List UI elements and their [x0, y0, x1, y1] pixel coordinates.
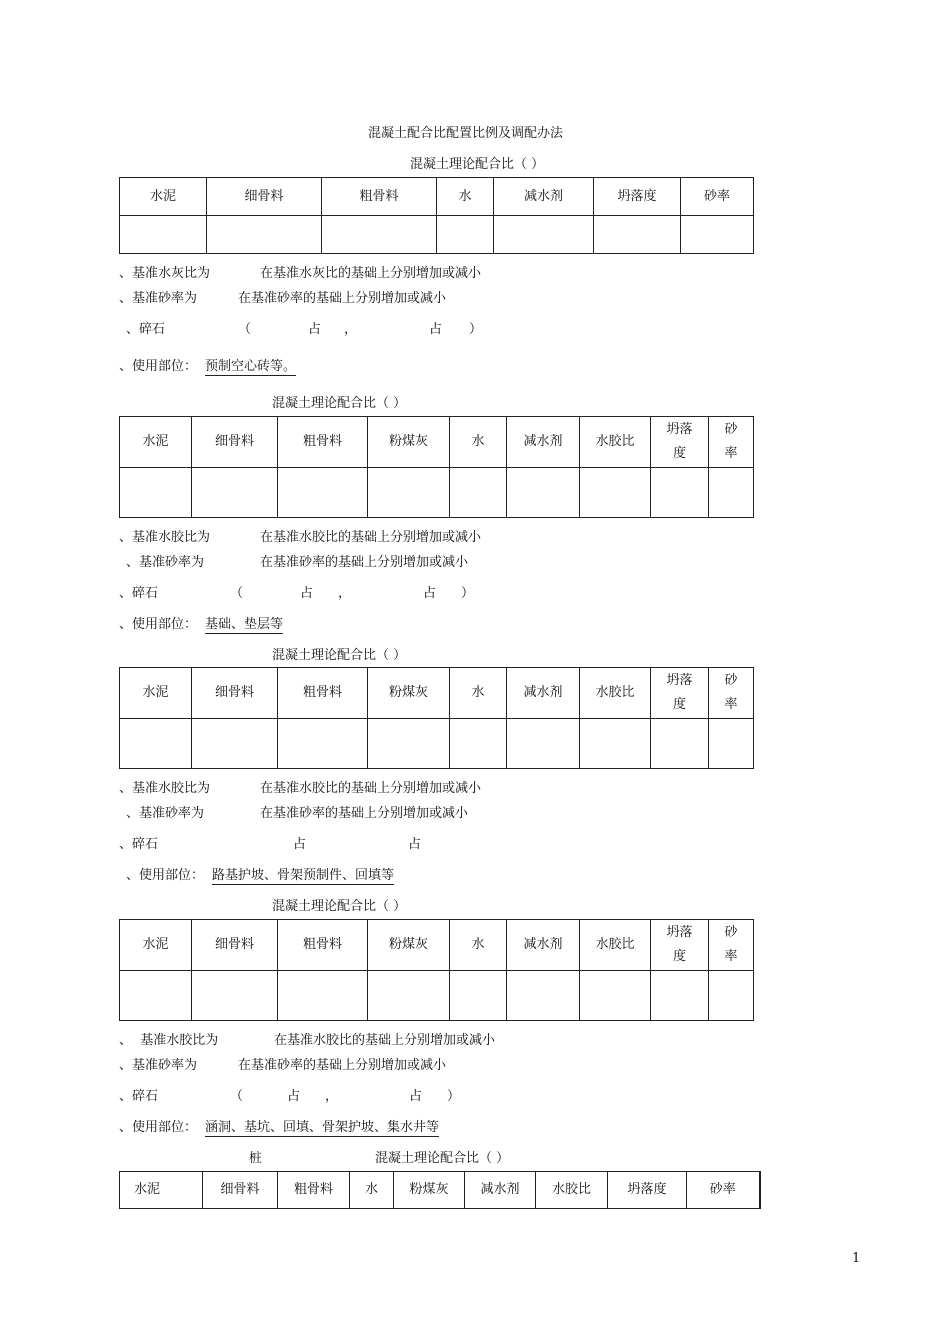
close-paren: ）	[469, 322, 483, 337]
section-4-table	[119, 919, 754, 1021]
empty-cell	[322, 216, 437, 254]
section-1-heading: 混凝土理论配合比（ ）	[410, 157, 545, 172]
header-cell: 细骨料	[192, 417, 278, 468]
header-cell: 水	[450, 417, 507, 468]
header-cell: 坍落度	[651, 668, 709, 719]
usage-label: 、使用部位：	[119, 359, 198, 374]
header-cell: 减水剂	[507, 668, 580, 719]
table-header-row	[120, 920, 754, 971]
sand-ratio-note: 在基准砂率的基础上分别增加或减小	[260, 806, 469, 821]
section-2-table	[119, 416, 754, 518]
empty-cell	[507, 719, 580, 769]
empty-cell	[368, 971, 450, 1021]
usage-label: 、使用部位：	[119, 1120, 198, 1135]
usage-value	[205, 355, 296, 374]
header-cell: 粉煤灰	[368, 417, 450, 468]
header-cell: 水泥	[120, 178, 207, 216]
table-header-row	[120, 178, 754, 216]
document-title: 混凝土配合比配置比例及调配办法	[368, 126, 564, 141]
header-cell: 减水剂	[507, 417, 580, 468]
pile-label: 桩	[249, 1151, 263, 1166]
empty-cell	[192, 719, 278, 769]
usage-text: 路基护坡、骨架预制件、回填等	[212, 868, 395, 883]
header-cell: 细骨料	[192, 668, 278, 719]
section-1-table	[119, 177, 754, 254]
empty-cell	[450, 719, 507, 769]
empty-cell	[278, 468, 368, 518]
empty-cell	[651, 971, 709, 1021]
sand-ratio-label: 、基准砂率为	[119, 1058, 198, 1073]
header-cell: 水	[450, 668, 507, 719]
empty-cell	[651, 719, 709, 769]
header-cell: 坍落度	[608, 1172, 687, 1209]
section-5-heading: 混凝土理论配合比（ ）	[375, 1151, 510, 1166]
header-cell: 坍落度	[594, 178, 681, 216]
header-cell: 减水剂	[494, 178, 594, 216]
empty-cell	[120, 971, 192, 1021]
sand-ratio-note: 在基准砂率的基础上分别增加或减小	[238, 291, 447, 306]
header-cell: 水胶比	[580, 920, 651, 971]
usage-value	[212, 864, 394, 883]
open-paren: （	[230, 586, 244, 601]
share-label: 占	[308, 322, 322, 337]
usage-label: 、使用部位：	[126, 868, 205, 883]
empty-cell	[507, 971, 580, 1021]
section-2-heading: 混凝土理论配合比（ ）	[272, 396, 407, 411]
table-header-row	[120, 1172, 760, 1209]
usage-text: 预制空心砖等。	[205, 359, 297, 374]
water-binder-ratio-label: 、基准水胶比为	[119, 781, 211, 796]
empty-cell	[709, 468, 754, 518]
comma: ，	[325, 1089, 339, 1104]
header-cell: 砂率	[709, 417, 754, 468]
share-label: 占	[287, 1089, 301, 1104]
header-cell: 水泥	[120, 920, 192, 971]
sand-ratio-label: 、基准砂率为	[119, 291, 198, 306]
header-cell: 坍落度	[651, 920, 709, 971]
open-paren: （	[238, 322, 252, 337]
gravel-label: 、碎石	[119, 586, 159, 601]
header-cell: 粉煤灰	[394, 1172, 465, 1209]
comma: ，	[344, 322, 358, 337]
section-3-heading: 混凝土理论配合比（ ）	[272, 648, 407, 663]
empty-cell	[450, 468, 507, 518]
table-header-row	[120, 417, 754, 468]
header-cell: 水	[350, 1172, 394, 1209]
gravel-label: 、碎石	[126, 322, 166, 337]
gravel-label: 、碎石	[119, 837, 159, 852]
header-cell: 砂率	[709, 920, 754, 971]
empty-cell	[192, 971, 278, 1021]
empty-cell	[120, 468, 192, 518]
usage-text: 基础、垫层等	[205, 617, 284, 632]
section-4-heading: 混凝土理论配合比（ ）	[272, 899, 407, 914]
header-cell: 砂率	[709, 668, 754, 719]
table-row	[120, 971, 754, 1021]
header-cell: 水	[450, 920, 507, 971]
share-label: 占	[293, 837, 307, 852]
header-cell: 粉煤灰	[368, 920, 450, 971]
water-ratio-label: 、基准水灰比为	[119, 266, 211, 281]
empty-cell	[437, 216, 494, 254]
empty-cell	[580, 971, 651, 1021]
header-cell: 水	[437, 178, 494, 216]
sand-ratio-label: 、基准砂率为	[126, 555, 205, 570]
comma: ，	[338, 586, 352, 601]
header-cell: 水胶比	[580, 668, 651, 719]
empty-cell	[651, 468, 709, 518]
header-cell: 粗骨料	[278, 1172, 350, 1209]
water-binder-ratio-note: 在基准水胶比的基础上分别增加或减小	[260, 530, 482, 545]
header-cell: 减水剂	[507, 920, 580, 971]
table-row	[120, 719, 754, 769]
close-paren: ）	[461, 586, 475, 601]
share-label: 占	[300, 586, 314, 601]
header-cell: 粗骨料	[278, 668, 368, 719]
share-label: 占	[408, 837, 422, 852]
empty-cell	[368, 719, 450, 769]
empty-cell	[368, 468, 450, 518]
usage-value	[205, 613, 283, 632]
header-cell: 粗骨料	[278, 417, 368, 468]
empty-cell	[192, 468, 278, 518]
sand-ratio-label: 、基准砂率为	[126, 806, 205, 821]
header-cell: 减水剂	[465, 1172, 536, 1209]
empty-cell	[709, 719, 754, 769]
header-cell: 细骨料	[203, 1172, 278, 1209]
table-row	[120, 216, 754, 254]
usage-value	[205, 1116, 439, 1135]
header-cell: 细骨料	[207, 178, 322, 216]
section-5-table	[119, 1171, 761, 1209]
empty-cell	[450, 971, 507, 1021]
close-paren: ）	[447, 1089, 461, 1104]
empty-cell	[120, 216, 207, 254]
table-row	[120, 468, 754, 518]
header-cell: 砂率	[687, 1172, 760, 1209]
header-cell: 粉煤灰	[368, 668, 450, 719]
empty-cell	[278, 719, 368, 769]
header-cell: 水泥	[120, 668, 192, 719]
header-cell: 水胶比	[536, 1172, 608, 1209]
empty-cell	[278, 971, 368, 1021]
sand-ratio-note: 在基准砂率的基础上分别增加或减小	[238, 1058, 447, 1073]
table-header-row	[120, 668, 754, 719]
water-ratio-note: 在基准水灰比的基础上分别增加或减小	[260, 266, 482, 281]
water-binder-ratio-note: 在基准水胶比的基础上分别增加或减小	[274, 1033, 496, 1048]
empty-cell	[207, 216, 322, 254]
header-cell: 水泥	[120, 417, 192, 468]
usage-label: 、使用部位：	[119, 617, 198, 632]
empty-cell	[580, 468, 651, 518]
empty-cell	[507, 468, 580, 518]
water-binder-ratio-label: 、基准水胶比为	[119, 530, 211, 545]
empty-cell	[494, 216, 594, 254]
gravel-label: 、碎石	[119, 1089, 159, 1104]
empty-cell	[594, 216, 681, 254]
header-cell: 砂率	[681, 178, 754, 216]
header-cell: 坍落度	[651, 417, 709, 468]
water-binder-ratio-label: 、 基准水胶比为	[119, 1033, 219, 1048]
section-3-table	[119, 667, 754, 769]
header-cell: 细骨料	[192, 920, 278, 971]
sand-ratio-note: 在基准砂率的基础上分别增加或减小	[260, 555, 469, 570]
page-number: 1	[852, 1251, 861, 1266]
header-cell: 粗骨料	[278, 920, 368, 971]
share-label: 占	[423, 586, 437, 601]
usage-text: 涵洞、基坑、回填、骨架护坡、集水井等	[205, 1120, 440, 1135]
water-binder-ratio-note: 在基准水胶比的基础上分别增加或减小	[260, 781, 482, 796]
header-cell: 水泥	[120, 1172, 203, 1209]
empty-cell	[120, 719, 192, 769]
header-cell: 粗骨料	[322, 178, 437, 216]
share-label: 占	[429, 322, 443, 337]
empty-cell	[580, 719, 651, 769]
empty-cell	[681, 216, 754, 254]
header-cell: 水胶比	[580, 417, 651, 468]
empty-cell	[709, 971, 754, 1021]
share-label: 占	[409, 1089, 423, 1104]
open-paren: （	[230, 1089, 244, 1104]
